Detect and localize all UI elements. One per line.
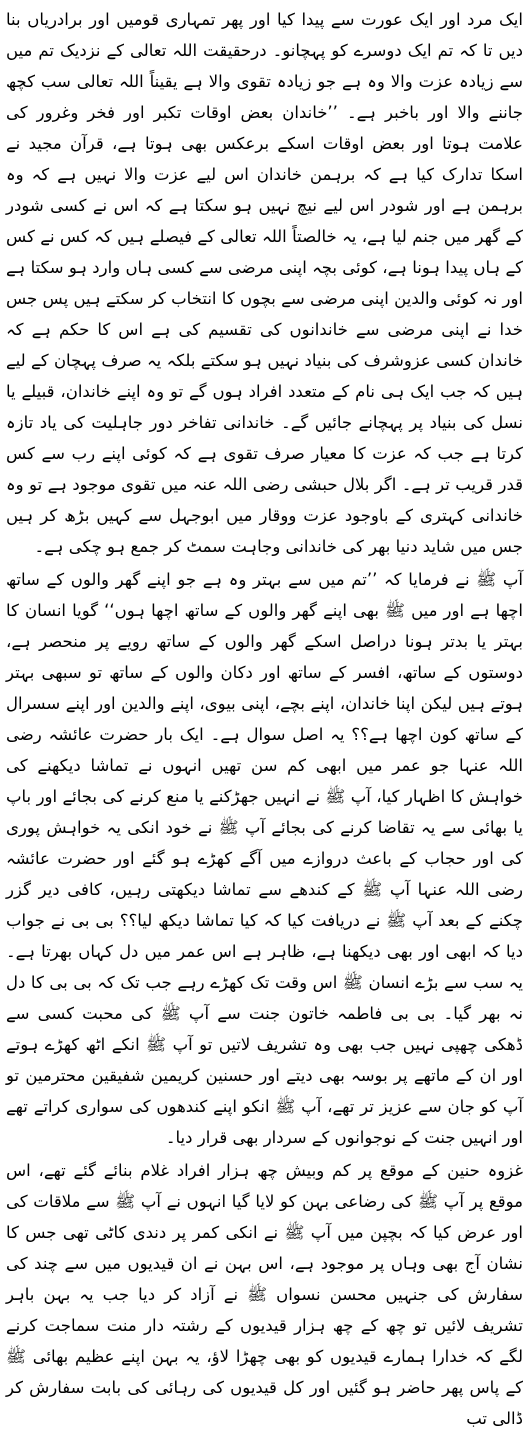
paragraph-good-to-family: آپ ﷺ نے فرمایا کہ ’’تم میں سے بہتر وہ ہے جو اپنے گھر والوں کے ساتھ اچھا ہے اور میں ﷺ بھی اپنے گھر والوں کے ساتھ اچھا ہوں‘‘ گویا انسان کا بہتر یا بدتر ہونا دراصل اسکے گھر والوں کے ساتھ رویے پر منحصر ہے، دوستوں کے ساتھ، افسر کے ساتھ اور دکان والوں کے ساتھ تو سبھی بہتر ہوتے ہیں لیکن اپنا خاندان، اپنے بچے، اپنی بیوی، اپنے والدین اور اپنے سسرال کے ساتھ کون اچھا ہے؟؟ یہ اصل سوال ہے۔ ایک بار حضرت عائشہ رضی اللہ عنہا جو عمر میں ابھی کم سن تھیں انہوں نے تماشا دیکھنے کی خواہش کا اظہار کیا، آپ ﷺ نے انہیں جھڑکنے یا منع کرنے کی بجائے اور باپ یا بھائی سے یہ تقاضا کرنے کی بجائے آپ ﷺ نے خود انکی یہ خواہش پوری کی اور حجاب کے باعث دروازے میں آگے کھڑے ہو گئے اور حضرت عائشہ رضی اللہ عنہا آپ ﷺ کے کندھے سے تماشا دیکھتی رہیں، کافی دیر گزر چکنے کے بعد آپ ﷺ نے دریافت کیا کہ کیا تماشا دیکھ لیا؟؟ بی بی نے جواب دیا کہ ابھی اور بھی دیکھنا ہے، ظاہر ہے اس عمر میں دل کہاں بھرتا ہے۔ یہ سب سے بڑے انسان ﷺ اس وقت تک کھڑے رہے جب تک کہ بی بی کا دل نہ بھر گیا۔ بی بی فاطمہ خاتون جنت سے آپ ﷺ کی محبت کسی سے ڈھکی چھپی نہیں جب بھی وہ تشریف لاتیں تو آپ ﷺ انکے اٹھ کھڑے ہوتے اور ان کے ماتھے پر بوسہ بھی دیتے اور حسنین کریمین شفیقین محترمین تو آپ کو جان سے عزیز تر تھے، آپ ﷺ انکو اپنے کندھوں کی سواری کراتے تھے اور انہیں جنت کے نوجوانوں کے سردار بھی قرار دیا۔ <box>6 570 523 1147</box>
paragraph-family-honor: ایک مرد اور ایک عورت سے پیدا کیا اور پھر تمہاری قومیں اور برادریاں بنا دیں تا کہ تم ایک دوسرے کو پہچانو۔ درحقیقت اللہ تعالی کے نزدیک تم میں سے زیادہ عزت والا وہ ہے جو زیادہ تقوی والا ہے یقیناً اللہ تعالی سب کچھ جاننے والا اور باخبر ہے۔ ’’خاندان بعض اوقات تکبر اور فخر وغرور کی علامت ہوتا اور بعض اوقات اسکے برعکس بھی ہوتا ہے، قرآن مجید نے اسکا تدارک کیا ہے کہ برہمن خاندان اس لیے عزت والا نہیں ہے کہ وہ برہمن ہے اور شودر اس لیے نیچ نہیں ہو سکتا ہے کہ اس نے کسی شودر کے گھر میں جنم لیا ہے، یہ خالصتاً اللہ تعالی کے فیصلے ہیں کہ کس نے کس کے ہاں پیدا ہونا ہے، کوئی بچہ اپنی مرضی سے کسی ہاں وارد ہو سکتا ہے اور نہ کوئی والدین اپنی مرضی سے بچوں کا انتخاب کر سکتے ہیں پس جس خدا نے اپنی مرضی سے خاندانوں کی تقسیم کی ہے اس کا حکم ہے کہ خاندان کسی عزوشرف کی بنیاد نہیں ہو سکتے بلکہ یہ صرف پہچان کے لیے ہیں کہ جب ایک ہی نام کے متعدد افراد ہوں گے تو وہ اپنے خاندان، قبیلے یا نسل کی بنیاد پر پہچانے جائیں گے۔ خاندانی تفاخر دور جاہلیت کی یاد تازہ کرتا ہے جب کہ عزت کا معیار صرف تقوی ہے کہ کوئی اپنے رب سے کس قدر قریب تر ہے۔ اگر بلال حبشی رضی اللہ عنہ میں تقوی موجود ہے تو وہ خاندانی کہتری کے باوجود عزت ووقار میں ابوجہل سے کہیں بڑھ کر ہیں جس میں شاید دنیا بھر کی خاندانی وجاہت سمٹ کر جمع ہو چکی ہے۔ <box>6 10 523 556</box>
paragraph-hunain-captives: غزوہ حنین کے موقع پر کم وبیش چھ ہزار افراد غلام بنائے گئے تھے، اس موقع پر آپ ﷺ کی رضاعی بہن کو لایا گیا انہوں نے آپ ﷺ سے ملاقات کی اور عرض کیا کہ بچپن میں آپ ﷺ نے انکی کمر پر دندی کاٹی تھی جس کا نشان آج بھی وہاں پر موجود ہے، اس بہن نے ان قیدیوں میں سے چند کی سفارش کی جنہیں محسن نسواں ﷺ نے آزاد کر دیا جب یہ بہن باہر تشریف لائیں تو چھ کے چھ ہزار قیدیوں کے رشتہ دار منت سماجت کرنے لگے کہ خدارا ہمارے قیدیوں کو بھی چھڑا لاؤ، یہ بہن اپنے عظیم بھائی ﷺ کے پاس پھر حاضر ہو گئیں اور کل قیدیوں کی رہائی کی بابت سفارش کر ڈالی تب <box>6 1161 523 1428</box>
